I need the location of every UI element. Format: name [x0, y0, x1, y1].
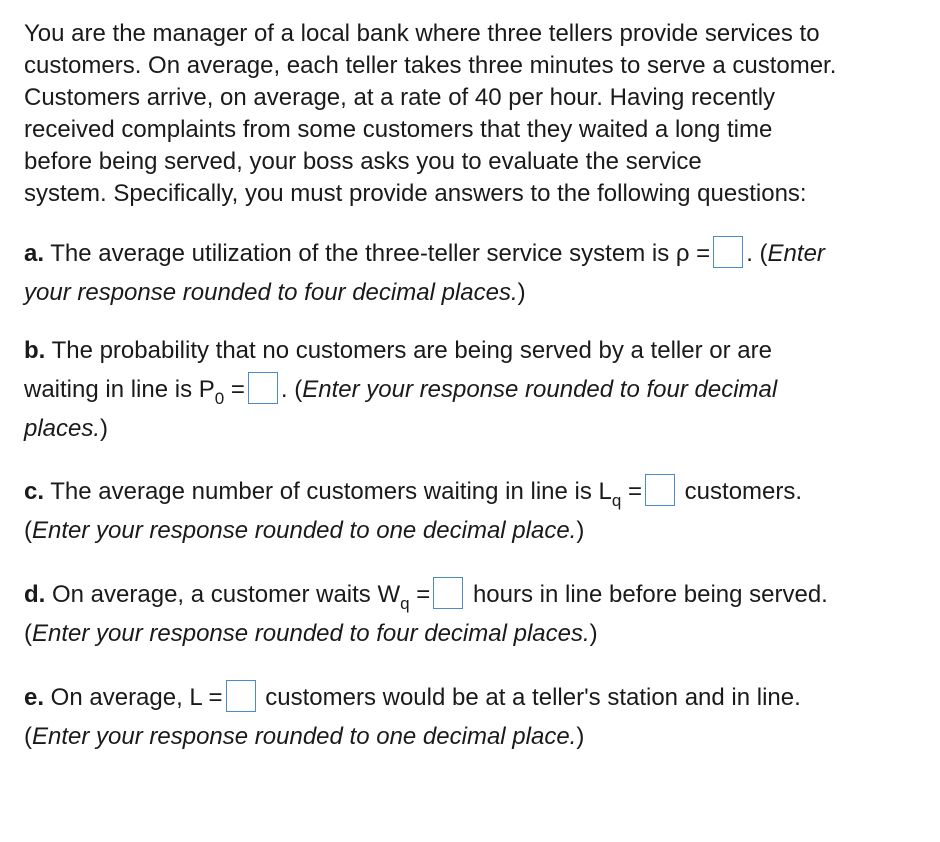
question-b-period: .: [280, 376, 288, 403]
question-a-note-paren-close: ): [517, 279, 526, 306]
question-b-note-paren-open: (: [287, 376, 303, 403]
question-c: [24, 472, 924, 550]
question-a-note-line-2: your response rounded to four decimal places.: [24, 279, 518, 306]
question-c-text: The average number of customers waiting in line is L: [44, 478, 612, 505]
question-a-text: The average utilization of the three-teller service system is ρ =: [44, 240, 711, 267]
question-d-text: On average, a customer waits W: [45, 581, 401, 608]
question-d: [24, 575, 924, 653]
answer-input-utilization[interactable]: [713, 236, 743, 268]
question-d-note: Enter your response rounded to four decimal places.: [32, 620, 590, 647]
answer-input-lq[interactable]: [645, 474, 675, 506]
question-e-text: On average, L =: [44, 684, 223, 711]
question-c-note: Enter your response rounded to one decimal place.: [32, 517, 577, 544]
question-e-note-paren-open: (: [24, 723, 32, 750]
intro-line-2: customers. On average, each teller takes three minutes to serve a customer.: [24, 52, 837, 79]
question-a-note-paren-open: (: [752, 240, 768, 267]
question-b-note-line-2: places.: [24, 415, 101, 442]
question-d-equals: =: [409, 581, 431, 608]
question-b-equals: =: [224, 376, 245, 403]
question-d-subscript: q: [400, 594, 410, 613]
question-a-label: a.: [24, 240, 45, 267]
question-b-label: b.: [24, 337, 46, 364]
intro-line-6: system. Specifically, you must provide answers to the following questions:: [24, 180, 807, 207]
question-e-note-paren-close: ): [576, 723, 585, 750]
question-d-note-paren-open: (: [24, 620, 32, 647]
question-c-label: c.: [24, 478, 45, 505]
question-a-period: .: [746, 240, 753, 267]
question-d-note-paren-close: ): [589, 620, 598, 647]
intro-line-3: Customers arrive, on average, at a rate of 40 per hour. Having recently: [24, 84, 776, 111]
question-d-units: hours in line before being served.: [466, 581, 828, 608]
question-e-units: customers would be at a teller's station and in line.: [258, 684, 801, 711]
problem-content: [24, 18, 924, 756]
question-b-note-line-1: Enter your response rounded to four decimal: [302, 376, 778, 403]
question-c-note-paren-open: (: [24, 517, 32, 544]
answer-input-l[interactable]: [226, 680, 256, 712]
question-a: [24, 234, 924, 312]
question-b-subscript: 0: [214, 389, 225, 408]
intro-line-1: You are the manager of a local bank where three tellers provide services to: [24, 20, 820, 47]
answer-input-p0[interactable]: [248, 372, 278, 404]
question-b-text-line-2: waiting in line is P: [24, 376, 215, 403]
question-d-label: d.: [24, 581, 46, 608]
question-b: [24, 331, 924, 448]
question-e: [24, 678, 924, 756]
question-e-label: e.: [24, 684, 45, 711]
intro-line-4: received complaints from some customers that they waited a long time: [24, 116, 773, 143]
question-a-note-line-1: Enter: [767, 240, 825, 267]
question-c-subscript: q: [611, 491, 622, 510]
question-c-equals: =: [621, 478, 643, 505]
question-b-note-paren-close: ): [100, 415, 109, 442]
question-c-note-paren-close: ): [576, 517, 585, 544]
question-b-text-line-1: The probability that no customers are being served by a teller or are: [45, 337, 772, 364]
intro-line-5: before being served, your boss asks you to evaluate the service: [24, 148, 702, 175]
problem-intro: [24, 18, 924, 210]
question-e-note: Enter your response rounded to one decimal place.: [32, 723, 577, 750]
answer-input-wq[interactable]: [433, 577, 463, 609]
question-c-units: customers.: [678, 478, 803, 505]
